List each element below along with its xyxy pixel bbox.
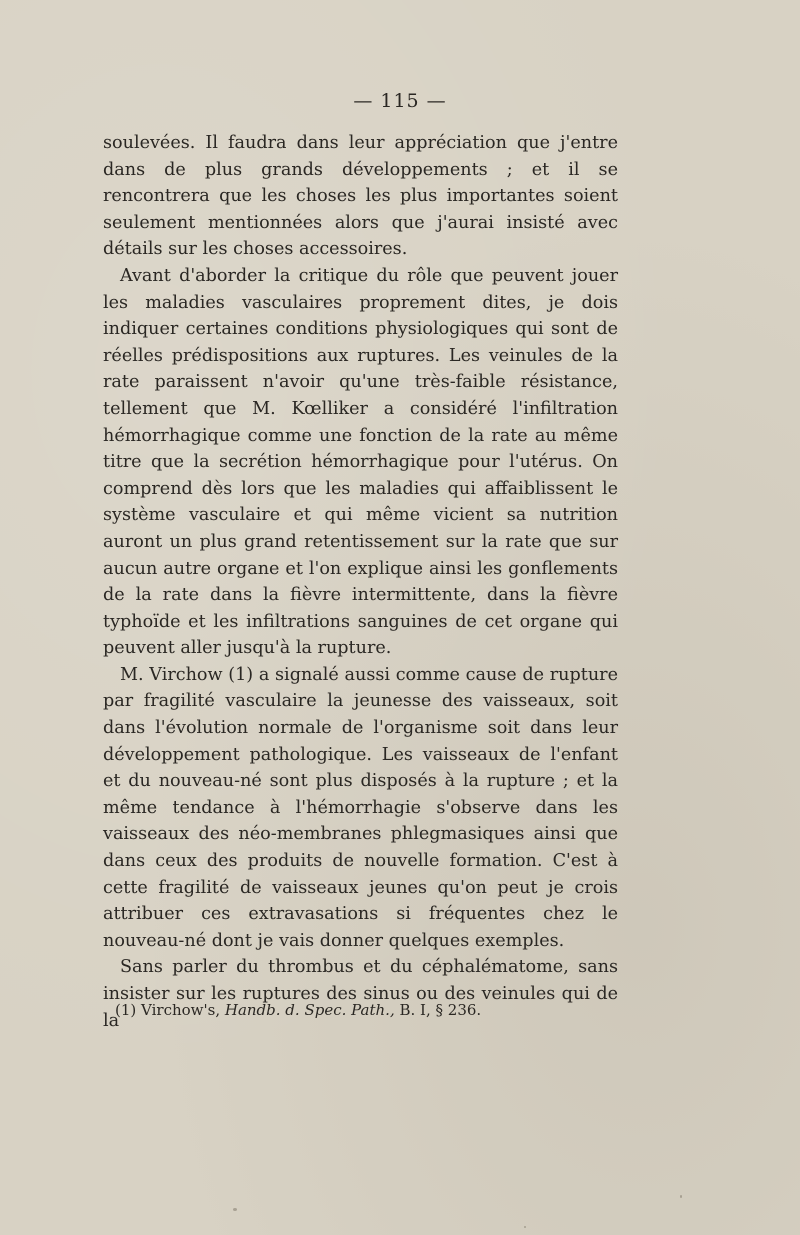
paragraph-1: soulevées. Il faudra dans leur appréciation que j'entre dans de plus grands développements ; et il se rencontrera que les choses les plus importantes soient seulement mentionnées alors que j'aurai insisté avec détails sur les choses accessoires. (103, 133, 618, 260)
paper-speck (680, 1195, 682, 1198)
body-text (103, 130, 618, 1034)
footnote-ref: B. I, § 236. (399, 1001, 482, 1019)
paragraph-4: Sans parler du thrombus et du céphalématome, sans insister sur les ruptures des sinus ou des veinules qui de la (103, 957, 618, 1031)
footnote-author: Virchow's, (141, 1001, 221, 1019)
page-number: — 115 — (353, 90, 447, 112)
paragraph-2: Avant d'aborder la critique du rôle que peuvent jouer les maladies vasculaires proprement dites, je dois indiquer certaines conditions physiologiques qui sont de réelles prédispositions aux ruptures. Les veinules de la rate paraissent n'avoir qu'une très-faible résistance, tellement que M. Kœlliker a considéré l'infiltration hémorrhagique comme une fonction de la rate au même titre que la secrétion hémorrhagique pour l'utérus. On comprend dès lors que les maladies qui affaiblissent le système vasculaire et qui même vicient sa nutrition auront un plus grand retentissement sur la rate que sur aucun autre organe et l'on explique ainsi les gonflements de la rate dans la fièvre intermittente, dans la fièvre typhoïde et les infiltrations sanguines de cet organe qui peuvent aller jusqu'à la rupture. (103, 265, 618, 659)
paper-speck (233, 1208, 237, 1211)
paragraph-3: M. Virchow (1) a signalé aussi comme cause de rupture par fragilité vasculaire la jeunesse des vaisseaux, soit dans l'évolution normale de l'organisme soit dans leur développement pathologique. Les vaisseaux de l'enfant et du nouveau-né sont plus disposés à la rupture ; et la même tendance à l'hémorrhagie s'observe dans les vaisseaux des néo-membranes phlegmasiques ainsi que dans ceux des produits de nouvelle formation. C'est à cette fragilité de vaisseaux jeunes qu'on peut je crois attribuer ces extravasations si fréquentes chez le nouveau-né dont je vais donner quelques exemples. (103, 664, 618, 951)
footnote-marker: (1) (115, 1001, 137, 1019)
paper-speck (524, 1226, 526, 1228)
footnote (115, 1000, 615, 1020)
footnote-work: Handb. d. Spec. Path., (224, 1001, 395, 1019)
